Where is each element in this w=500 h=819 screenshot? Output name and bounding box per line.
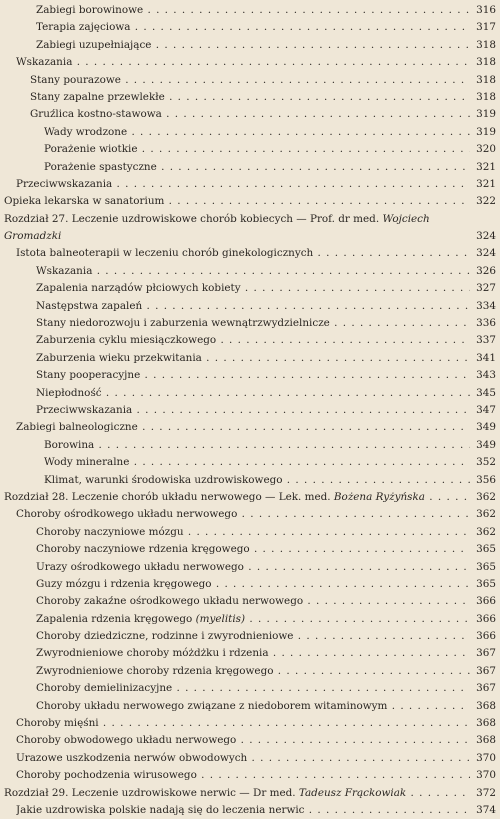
toc-entry	[0, 559, 500, 576]
toc-entry	[0, 37, 500, 54]
toc-entry-page: 366	[476, 630, 496, 643]
toc-entry-title	[44, 472, 470, 489]
toc-entry	[0, 767, 500, 784]
toc-entry	[0, 245, 500, 262]
toc-entry	[0, 698, 500, 715]
toc-entry	[0, 750, 500, 767]
toc-entry	[0, 367, 500, 384]
toc-entry-title-text: Choroby dziedziczne, rodzinne i zwyrodnieniowe	[36, 630, 294, 643]
toc-entry-page: 366	[476, 595, 496, 608]
toc-entry-page: 372	[476, 786, 496, 799]
toc-entry-page: 334	[476, 299, 496, 312]
toc-entry-title	[44, 159, 470, 176]
toc-entry-title-text: Choroby obwodowego układu nerwowego	[16, 734, 237, 747]
toc-entry-title	[4, 193, 470, 210]
toc-entry-author: (myelitis)	[195, 612, 246, 625]
toc-entry-title	[16, 419, 470, 436]
toc-entry-page: 362	[476, 525, 496, 538]
toc-entry-page: 368	[476, 734, 496, 747]
toc-entry	[0, 541, 500, 558]
toc-entry-title-text: Niepłodność	[36, 386, 102, 399]
toc-entry-title	[16, 715, 470, 732]
toc-entry-title	[36, 315, 470, 332]
toc-entry-title-text: Zwyrodnieniowe choroby móżdżku i rdzenia	[36, 647, 269, 660]
toc-entry-page: 356	[476, 473, 496, 486]
toc-entry-title-text: Choroby demielinizacyjne	[36, 682, 173, 695]
toc-entry	[0, 263, 500, 280]
toc-entry-title	[44, 437, 470, 454]
toc-entry-title	[36, 576, 470, 593]
toc-entry	[0, 593, 500, 610]
toc-entry-title	[44, 454, 470, 471]
toc-entry-page: 374	[476, 803, 496, 816]
toc-entry-page: 321	[476, 177, 496, 190]
toc-entry	[0, 298, 500, 315]
toc-entry	[0, 315, 500, 332]
toc-entry-page: 320	[476, 143, 496, 156]
toc-entry-title	[36, 2, 470, 19]
toc-entry-page: 370	[476, 769, 496, 782]
toc-entry-title	[4, 489, 470, 506]
toc-entry	[0, 2, 500, 19]
toc-entry-title-text: Zabiegi uzupełniające	[36, 38, 152, 51]
toc-entry-title-text: Choroby pochodzenia wirusowego	[16, 769, 197, 782]
toc-entry-page: 349	[476, 438, 496, 451]
toc-entry-title-text: Choroby zakaźne ośrodkowego układu nerwowego	[36, 595, 304, 608]
toc-entry-title	[36, 524, 470, 541]
toc-entry-page: 367	[476, 682, 496, 695]
toc-entry	[0, 524, 500, 541]
toc-entry-title	[36, 611, 470, 628]
toc-entry-title	[36, 541, 470, 558]
toc-entry-page: 370	[476, 751, 496, 764]
toc-entry-page: 318	[476, 38, 496, 51]
toc-entry-title-text: Wody mineralne	[44, 456, 130, 469]
toc-entry-title-text: Stany niedorozwoju i zaburzenia wewnątrzwydzielnicze	[36, 317, 330, 330]
toc-entry-title-text: Rozdział 27. Leczenie uzdrowiskowe chorób kobiecych — Prof. dr med.	[4, 212, 383, 225]
toc-entry	[0, 124, 500, 141]
toc-entry-page: 319	[476, 108, 496, 121]
toc-entry-title-text: Rozdział 29. Leczenie uzdrowiskowe nerwic — Dr med.	[4, 786, 299, 799]
toc-entry-page: 345	[476, 386, 496, 399]
toc-entry-title-text: Borowina	[44, 438, 95, 451]
toc-entry	[0, 472, 500, 489]
toc-entry-title-text: Choroby mięśni	[16, 717, 99, 730]
toc-entry	[0, 54, 500, 71]
toc-entry-title	[30, 72, 470, 89]
toc-entry-page: 365	[476, 560, 496, 573]
toc-entry	[0, 106, 500, 123]
toc-entry-title	[30, 89, 470, 106]
toc-entry	[0, 611, 500, 628]
toc-entry-page: 367	[476, 647, 496, 660]
toc-entry-page: 318	[476, 73, 496, 86]
toc-entry	[0, 19, 500, 36]
toc-entry-page: 337	[476, 334, 496, 347]
toc-entry-page: 321	[476, 160, 496, 173]
toc-entry-title	[16, 732, 470, 749]
toc-entry-page: 347	[476, 404, 496, 416]
toc-entry-title-text: Stany pourazowe	[30, 73, 121, 86]
toc-entry-title	[36, 663, 470, 680]
toc-entry-page: 343	[476, 369, 496, 382]
toc-entry-title-text: Następstwa zapaleń	[36, 299, 143, 312]
toc-entry-title-text: Urazowe uszkodzenia nerwów obwodowych	[16, 751, 248, 764]
toc-entry-title-text: Zabiegi balneologiczne	[16, 421, 138, 434]
toc-entry-title	[36, 385, 470, 402]
toc-entry-title-text: Zapalenia narządów płciowych kobiety	[36, 282, 241, 295]
toc-entry-page: 322	[476, 195, 496, 208]
toc-entry-page: 365	[476, 543, 496, 556]
toc-entry-title	[4, 785, 470, 802]
table-of-contents	[0, 2, 500, 819]
toc-entry	[0, 176, 500, 193]
toc-entry-page: 336	[476, 317, 496, 330]
toc-entry-author: Wojciech Gromadzki	[4, 212, 430, 243]
toc-entry-title	[36, 698, 470, 715]
toc-entry	[0, 437, 500, 454]
toc-entry	[0, 489, 500, 506]
toc-entry-page: 352	[476, 456, 496, 469]
toc-entry-title-text: Terapia zajęciowa	[36, 21, 131, 34]
toc-entry-title	[30, 106, 470, 123]
toc-entry-title-text: Klimat, warunki środowiska uzdrowiskowego	[44, 473, 283, 486]
toc-entry	[0, 280, 500, 297]
toc-entry-title	[36, 680, 470, 697]
toc-entry-title	[44, 124, 470, 141]
toc-entry-title-text: Wady wrodzone	[44, 125, 128, 138]
toc-entry-page: 318	[476, 90, 496, 103]
toc-entry-title	[36, 559, 470, 576]
toc-entry-title-text: Wskazania	[16, 56, 73, 69]
toc-entry-page: 324	[476, 247, 496, 260]
toc-entry	[0, 72, 500, 89]
toc-entry	[0, 402, 500, 419]
toc-entry-page: 317	[476, 21, 496, 34]
toc-entry-title-text: Choroby naczyniowe mózgu	[36, 525, 184, 538]
toc-entry-title-text: Zaburzenia wieku przekwitania	[36, 351, 202, 364]
toc-entry-title-text: Rozdział 28. Leczenie chorób układu nerwowego — Lek. med.	[4, 490, 334, 503]
toc-entry	[0, 732, 500, 749]
toc-entry-title-text: Zabiegi borowinowe	[36, 4, 144, 16]
toc-entry-page: 362	[476, 508, 496, 521]
toc-entry-title-text: Porażenie spastyczne	[44, 160, 157, 173]
toc-entry-title	[36, 19, 470, 36]
toc-entry-title	[16, 802, 470, 819]
toc-entry	[0, 802, 500, 819]
toc-entry-title	[36, 350, 470, 367]
toc-entry-page: 341	[476, 351, 496, 364]
toc-entry-title-text: Stany zapalne przewlekłe	[30, 90, 165, 103]
toc-entry-title	[36, 628, 470, 645]
toc-entry-title-text: Przeciwwskazania	[36, 404, 133, 416]
toc-entry-title-text: Zaburzenia cyklu miesiączkowego	[36, 334, 217, 347]
toc-entry-title	[16, 750, 470, 767]
toc-entry-title-text: Jakie uzdrowiska polskie nadają się do leczenia nerwic	[16, 803, 305, 816]
toc-entry	[0, 785, 500, 802]
toc-entry-page: 365	[476, 577, 496, 590]
toc-entry-page: 368	[476, 699, 496, 712]
toc-entry	[0, 332, 500, 349]
toc-entry	[0, 628, 500, 645]
toc-entry	[0, 680, 500, 697]
toc-entry-title	[36, 367, 470, 384]
toc-entry-page: 366	[476, 612, 496, 625]
toc-entry-title-text: Zwyrodnieniowe choroby rdzenia kręgowego	[36, 664, 274, 677]
toc-entry-title	[16, 176, 470, 193]
toc-entry-title	[36, 263, 470, 280]
toc-entry-title-text: Zapalenia rdzenia kręgowego	[36, 612, 196, 625]
toc-entry-title-text: Opieka lekarska w sanatorium	[4, 195, 165, 208]
toc-entry-title-text: Gruźlica kostno-stawowa	[30, 108, 162, 121]
toc-entry-title	[36, 402, 470, 419]
toc-entry	[0, 193, 500, 210]
toc-entry	[0, 211, 500, 246]
toc-entry	[0, 576, 500, 593]
toc-entry-title-text: Wskazania	[36, 264, 93, 277]
toc-entry	[0, 506, 500, 523]
toc-entry-page: 326	[476, 264, 496, 277]
toc-entry-title	[36, 645, 470, 662]
toc-entry-title	[36, 37, 470, 54]
toc-entry-title	[16, 245, 470, 262]
toc-entry-page: 367	[476, 664, 496, 677]
toc-entry	[0, 89, 500, 106]
toc-entry-title	[16, 506, 470, 523]
toc-entry	[0, 141, 500, 158]
toc-entry-page: 319	[476, 125, 496, 138]
toc-entry	[0, 419, 500, 436]
toc-entry-page: 318	[476, 56, 496, 69]
toc-entry	[0, 350, 500, 367]
toc-entry	[0, 715, 500, 732]
toc-entry-title	[4, 211, 470, 246]
toc-entry-page: 327	[476, 282, 496, 295]
toc-entry	[0, 645, 500, 662]
toc-entry-title-text: Choroby ośrodkowego układu nerwowego	[16, 508, 238, 521]
toc-entry-title-text: Choroby naczyniowe rdzenia kręgowego	[36, 543, 250, 556]
toc-entry-title	[36, 593, 470, 610]
toc-entry-page: 362	[476, 490, 496, 503]
toc-entry	[0, 454, 500, 471]
toc-entry-page: 324	[476, 230, 496, 243]
toc-entry	[0, 385, 500, 402]
toc-entry-title-text: Istota balneoterapii w leczeniu chorób ginekologicznych	[16, 247, 314, 260]
toc-entry-title	[36, 332, 470, 349]
toc-entry-title-text: Guzy mózgu i rdzenia kręgowego	[36, 577, 212, 590]
toc-entry-title-text: Choroby układu nerwowego związane z niedoborem witaminowym	[36, 699, 388, 712]
toc-entry-title	[16, 54, 470, 71]
toc-entry-title-text: Urazy ośrodkowego układu nerwowego	[36, 560, 244, 573]
toc-entry-title	[36, 280, 470, 297]
toc-entry	[0, 663, 500, 680]
toc-entry-page: 349	[476, 421, 496, 434]
toc-entry-title	[44, 141, 470, 158]
toc-entry-title-text: Przeciwwskazania	[16, 177, 113, 190]
toc-entry-title-text: Porażenie wiotkie	[44, 143, 138, 156]
toc-entry-author: Bożena Ryżyńska	[333, 490, 425, 503]
toc-entry-title	[16, 767, 470, 784]
toc-entry-title-text: Stany pooperacyjne	[36, 369, 141, 382]
toc-entry	[0, 159, 500, 176]
toc-entry-title	[36, 298, 470, 315]
toc-entry-page: 316	[476, 4, 496, 16]
toc-entry-author: Tadeusz Frąckowiak	[298, 786, 407, 799]
toc-entry-page: 368	[476, 717, 496, 730]
